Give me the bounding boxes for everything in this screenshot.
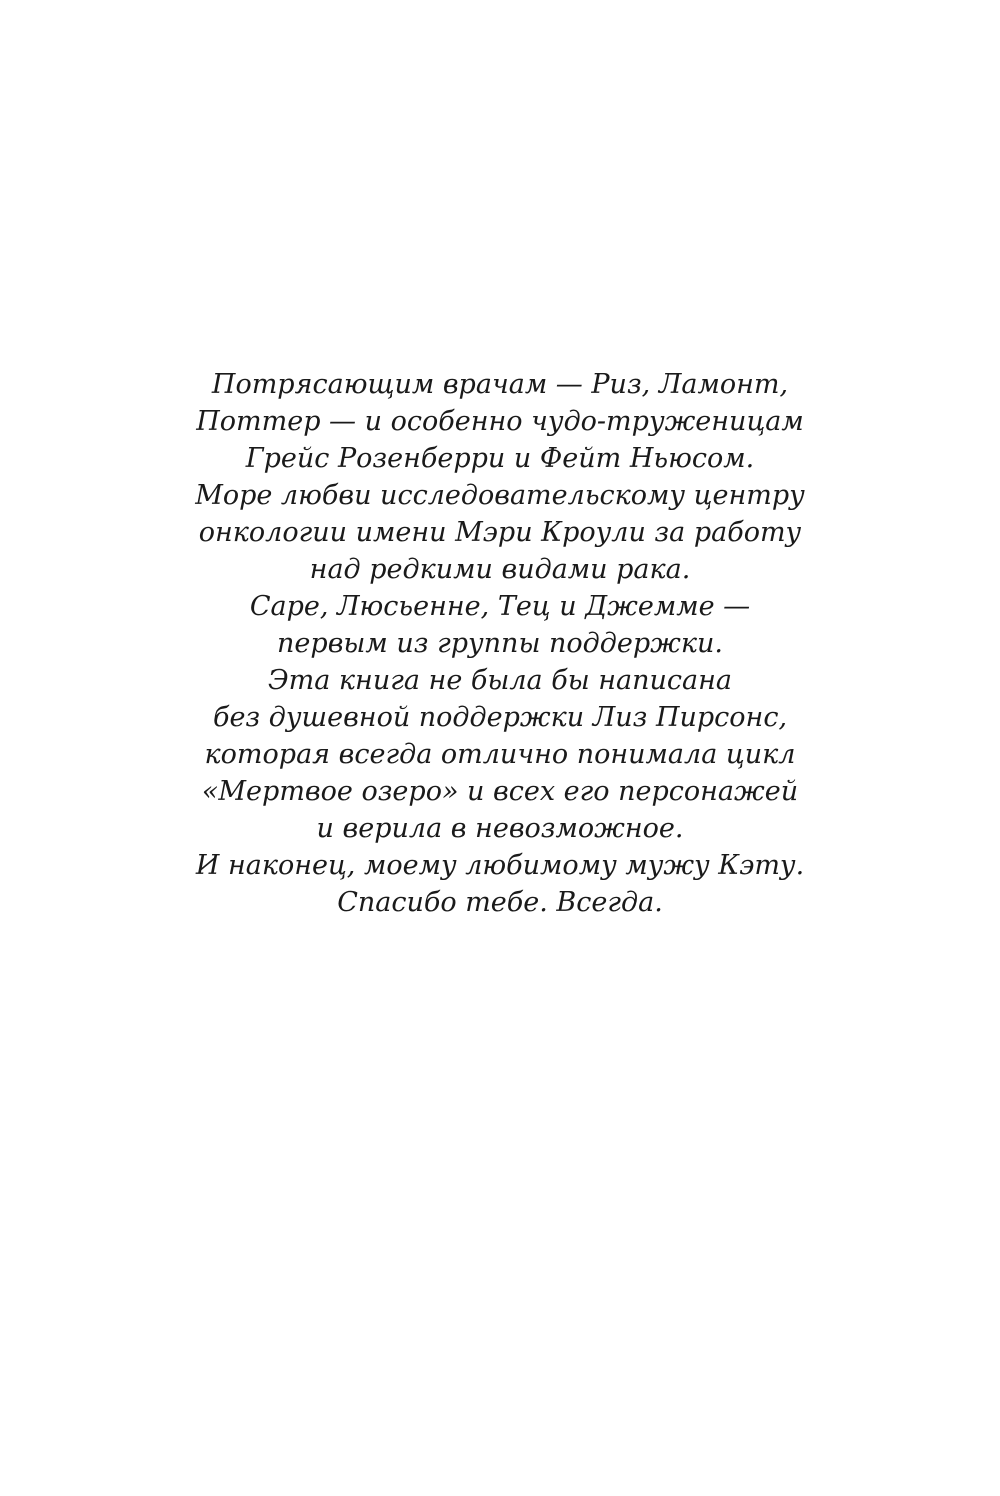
dedication-line: Саре, Люсьенне, Тец и Джемме —	[249, 591, 751, 622]
dedication-line: и верила в невозможное.	[316, 813, 684, 844]
dedication-line: Грейс Розенберри и Фейт Ньюсом.	[245, 443, 755, 474]
dedication-line: над редкими видами рака.	[309, 554, 691, 585]
dedication-line: которая всегда отлично понимала цикл	[204, 739, 796, 770]
dedication-line: И наконец, моему любимому мужу Кэту.	[195, 850, 805, 881]
dedication-text	[0, 366, 1000, 921]
dedication-line: без душевной поддержки Лиз Пирсонс,	[212, 702, 788, 733]
dedication-line: онкологии имени Мэри Кроули за работу	[198, 517, 802, 548]
dedication-line: Поттер — и особенно чудо-труженицам	[196, 406, 804, 437]
dedication-line: первым из группы поддержки.	[277, 628, 723, 659]
dedication-line: Море любви исследовательскому центру	[195, 480, 805, 511]
dedication-line: «Мертвое озеро» и всех его персонажей	[201, 776, 799, 807]
dedication-line: Спасибо тебе. Всегда.	[337, 887, 663, 918]
dedication-line: Эта книга не была бы написана	[267, 665, 733, 696]
dedication-line: Потрясающим врачам — Риз, Ламонт,	[211, 369, 789, 400]
